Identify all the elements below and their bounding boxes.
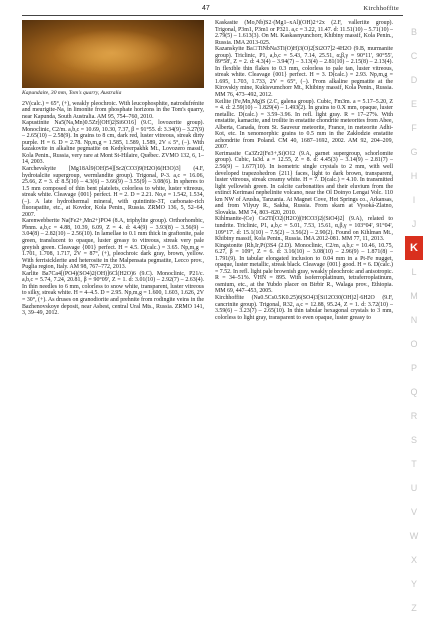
index-letter[interactable]: E (410, 99, 417, 109)
entry-kingstonite: Kingstonite (Rh,Ir,Pt)3S4 (2.D). Monoclinic, C2/m, a,b,c = 10.46, 10.75, 6.27, β = 109°, Z = 6. d: 3.16(10) – 3.08(10) – 2.96(9) – 1.871(8) – 1.791(9). In tabular elongated inclusion to 0.04 mm in a Pt-Fe nugget, opaque, luster metallic, streak black. Cleavage {001} good. H = 6. D(calc.) = 7.52. In refl. light pale brownish gray, weakly pleochroic and anisotropic. R = 34–51%. VHN = 895. With isoferroplatinum, tetraferroplatinum, osmium, etc., at the Yubdo placer on Birbir R., Walaga prov., Ethiopia. MM 69, 447–453, 2005. (215, 242, 393, 295)
index-letter[interactable]: H (410, 171, 418, 181)
entry-paragraph: 2V(calc.) = 65°, (+), weakly pleochroic. With leucophosphite, natrodufrénite and meurigite-Na, in limonite from phosphate horizons in the Tom's quarry, near Kapunda, South Australia. AM 95, 754–760, 2010. (22, 100, 204, 120)
entry-kirchhoffite: Kirchhoffite (Na0.5Cs0.5K0.25)6(SO4)3[Si12O30(OH)2]·6H2O (9.F, cancrinite group). Trigonal, R32, a,c = 12.88, 95.24, Z = 1. d: 3.72(10) – 3.59(6) – 3.23(7) – 2.65(10). In thin tabular hexagonal crystals to 3 mm, colorless to light gray, transparent to even opaque, luster greasy to (215, 294, 393, 321)
header-rule (22, 15, 403, 16)
right-column (215, 20, 393, 321)
index-letter[interactable]: B (410, 27, 417, 37)
index-letter[interactable]: J (411, 219, 417, 229)
index-letter[interactable]: Q (410, 387, 418, 397)
index-letter[interactable]: C (410, 51, 418, 61)
entry-karchevskyite: Karchevskyite [Mg18Al9(OH)54][Sr2(CO3)9(H2O)6(H3O)3] (4.F, hydrotalcite supergroup, wermlandite group). Trigonal, P-3. a,c = 16.06, 25.66, Z = 3. d: 8.5(10) – 4.3(6) – 3.66(9) – 3.55(9) – 3.08(6). In spheres to 1.5 mm composed of thin bent platelets, colorless to white, luster vitreous, streak white. Cleavage {001} perfect. H = 2. D = 2.21. No,e = 1.542, 1.534, (−). A late hydrothermal mineral, with quintinite-3T, carbonate-rich fluorapatite, etc., at Kovdor, Kola Penin., Russia. ZRMO 136, 5, 52–64, 2007. (22, 166, 204, 218)
page-header (0, 4, 425, 16)
alphabet-index (405, 20, 423, 613)
entry-kerimasite: Kerimasite Ca3Zr2(Fe3+,Si)O12 (9.A, garnet supergroup, schorlomite group). Cubic, Ia3d. a = 12.55, Z = 8. d: 4.45(3) – 3.14(9) – 2.81(7) – 2.56(9) – 1.677(10). In isometric single crystals to 2 mm, with well developed trapezohedron {211} faces, light to dark brown, transparent, luster vitreous, streak creamy white. H = 7. D(calc.) = 4.10. In transmitted light yellowish green. In calcite carbonatites and their eluvium from the extinct Kerimasi nephelinite volcano, near the Ol Doinyo Lengai Volc. 110 km NW of Arusha, Tanzania. At Magnet Cove, Hot Springs co., Arkansas, and from Vilyuy R., Sakha, Russia. From skarn at Vysoká-Zlatno, Slovakia. MM 74, 803–820, 2010. (215, 150, 393, 216)
left-column (22, 20, 204, 317)
index-letter[interactable]: V (410, 507, 417, 517)
index-letter[interactable]: P (410, 363, 417, 373)
mineral-photo (22, 20, 204, 88)
running-title: Kirchhoffite (363, 5, 399, 12)
index-letter[interactable]: O (410, 339, 418, 349)
entry-keilite: Keilite (Fe,Mn,Mg)S (2.C, galena group). Cubic, Fm3m. a = 5.17–5.20, Z = 4. d: 2.59(10) – 1.829(4) – 1.493(2). In grains to 0.X mm, opaque, luster metallic. D(calc.) = 3.59–3.96. In refl. light gray. R = 17–27%. With enstatite, kamacite, and troilite in enstatite chondrite meteorites from Abee, Alberta, Canada, from St. Sauveur meteorite, France, in meteorite Adhi-Kot, etc. In xenomorphic grains to 0.5 mm in the Zakłodzie enstatite achondrite from Poland. CM 40, 1687–1692, 2002. AM 92, 204–209, 2007. (215, 98, 393, 151)
index-letter[interactable]: G (410, 147, 418, 157)
index-letter[interactable]: F (411, 123, 417, 133)
index-letter[interactable]: I (412, 195, 416, 205)
entry-kapustinite: Kapustinite Na5(Na,Mn)0.5Zr[(OH)2|Si6O16] (9.C, lovozerite group). Monoclinic, C2/m. a,b,c = 10.69, 10.30, 7.37, β = 91°55. d: 3.34(9) – 3.27(9) – 2.65(10) – 2.58(9). In grains to 8 cm, dark red, luster vitreous, streak dirty purple. H = 6. D = 2.78. Np,m,g = 1.585, 1.589, 1.589, 2V ≤ 5°, (−). With kazakovite in alkaline pegmatite on Kedykverpakhk Mt., Lovozero massif, Kola Penin., Russia, very rare at Mont St-Hilaire, Québec. ZVMO 132, 6, 1–14, 2003. (22, 120, 204, 166)
index-letter[interactable]: Z (411, 603, 417, 613)
index-letter[interactable]: D (410, 75, 418, 85)
page-number: 47 (202, 5, 210, 12)
index-letter[interactable]: U (410, 483, 418, 493)
entry-kazanskyite: Kazanskyite Ba□TiNbNa3Ti(O)H)3(O)2[Si2O7]2·4H2O (9.B, murmanite group). Triclinic, P1, a,b,c = 5.43, 7.14, 25.51, α,β,γ = 90°11', 90°55', 89°58', Z = 2. d: 4.3(4) – 3.94(7) – 3.13(4) – 2.81(10) – 2.15(8) – 2.13(4). In flexible thin flakes to 0.3 mm, colorless to pale tan, luster vitreous, streak white. Cleavage {001} perfect. H = 3. D(calc.) = 2.93. Np,m,g = 1.695, 1.703, 1.733, 2V = 65°, (−). From alkaline pegmatite at the Kirovskiy mine, Kukisvumchorr Mt., Khibiny massif, Kola Penin., Russia. MM 76, 473–492, 2012. (215, 46, 393, 99)
entry-karlite: Karlite Ba7Ca4[(PO4)(SO4)2(OH)]6Cl(H2O)6 (9.C). Monoclinic, P21/c. a,b,c = 5.74, 7.24, 20.81, β = 90°09', Z = 1. d: 3.01(10) – 2.92(7) – 2.63(4). In thin needles to 6 mm, colorless to snow white, transparent, luster vitreous to silky, streak white. H = 4–4.5. D = 2.95. Np,m,g = 1.600, 1.603, 1.626, 2V = 30°, (+). As druses on granodiorite and prehnite from rodingite veins in the Bazhenovskoye deposit, near Asbest, central Ural Mts., Russia. ZRMO 141, 3, 39–49, 2012. (22, 270, 204, 317)
index-letter[interactable]: M (410, 291, 418, 301)
entry-kihlmanite: Kihlmanite-(Ce) Ce2Ti[O2|(H2O)|(HCO3)2|(SiO4)2] (9.A), related to tundrite. Triclinic, P1, a,b,c = 5.01, 7.53, 15.61, α,β,γ = 103°04', 91°04', 109°17'. d: 15.1(10) – 7.5(2) – 3.56(2) – 2.90(2). Found on Kihlman Mt., Khibiny massif, Kola Penin., Russia. IMA 2012-081. MM 77, 11, 2013. (215, 216, 393, 243)
index-letter[interactable]: K (405, 236, 423, 260)
index-letter[interactable]: L (411, 267, 417, 277)
entry-karenwebberite: Karenwebberite Na(Fe2+,Mn2+)PO4 (8.A, triphylite group). Orthorhombic, Pbnm. a,b,c = 4.88, 10.39, 6.09, Z = 4. d: 4.4(9) – 3.93(8) – 3.56(9) – 3.04(8) – 2.82(10) – 2.56(10). In lamellae to 0.1 mm thick in graftonite, pale green, translucent to opaque, luster greasy to vitreous, streak very pale greyish green. Cleavage {001} perfect. H = 4.5. D(calc.) = 3.65. Np,m,g = 1.701, 1.708, 1.717, 2V = 87°, (+), pleochroic dark gray, brown, yellow. With ferrisicklerite and heterosite in the Malpensata pegmatite, Lecco prov., Puglia region, Italy. AM 98, 767–772, 2013. (22, 218, 204, 271)
index-letter[interactable]: R (410, 411, 418, 421)
index-letter[interactable]: N (410, 315, 418, 325)
index-letter[interactable]: T (411, 459, 417, 469)
index-letter[interactable]: S (410, 435, 417, 445)
photo-caption: Kapundaite, 30 mm, Tom's quarry, Australia (22, 90, 122, 96)
entry-kaskasite: Kaskasite (Mo,Nb)S2·(Mg1–xAl)(OH)2+2x (2.F, valleriite group). Trigonal, P3m1, P3m1 or P321. a,c = 3.22, 11.47. d: 11.51(10) – 5.71(10) – 2.79(5) – 1.613(3). On Mt. Kaskasnyunchorr, Khibiny massif, Kola Penin., Russia. IMA 2013-025. (215, 20, 393, 46)
index-letter[interactable]: X (410, 555, 417, 565)
index-letter[interactable]: W (409, 531, 419, 541)
index-letter[interactable]: Y (410, 579, 417, 589)
